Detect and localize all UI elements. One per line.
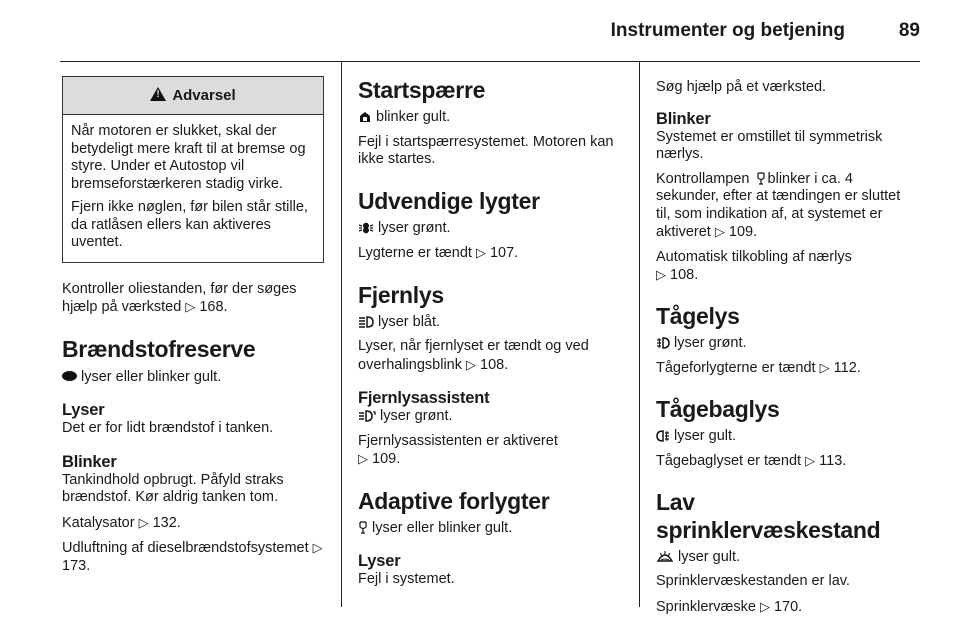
- high-beam-icon: [358, 316, 374, 328]
- page-header: [0, 0, 960, 62]
- text: Udluftning af dieselbrændstofsystemet: [62, 540, 309, 556]
- page-reference: 170.: [773, 598, 803, 615]
- fuel-reserve-icon: [62, 371, 77, 381]
- page-reference-arrow-icon: ▷: [714, 224, 725, 239]
- page-reference: 132.: [152, 514, 181, 531]
- paragraph: [358, 244, 623, 263]
- paragraph: [656, 359, 918, 378]
- text: Lyser, når fjernlyset er tændt og ved overhalingsblink: [358, 338, 589, 373]
- page-number: 89: [898, 20, 920, 41]
- page-reference: 109.: [728, 224, 758, 240]
- warning-text: Fjern ikke nøglen, før bilen står stille, da ratlåsen ellers kan aktiveres uventet.: [71, 199, 308, 250]
- warning-triangle-icon: [150, 87, 166, 101]
- indicator-line: [358, 109, 623, 127]
- indicator-line: [62, 369, 324, 387]
- page-reference: 168.: [199, 299, 228, 315]
- text: lyser blåt.: [378, 313, 441, 330]
- text: lyser grønt.: [378, 219, 451, 236]
- page-reference-arrow-icon: ▷: [759, 598, 770, 614]
- page-reference-arrow-icon: ▷: [185, 299, 196, 314]
- adaptive-headlight-icon: [756, 172, 766, 185]
- column-divider: [639, 62, 640, 607]
- rear-fog-icon: [656, 430, 670, 442]
- paragraph: [62, 281, 324, 317]
- text: lyser grønt.: [674, 334, 747, 351]
- indicator-line: [358, 220, 623, 238]
- warning-box: [62, 76, 324, 263]
- sub-heading: Blinker: [62, 452, 117, 471]
- page-reference-arrow-icon: ▷: [358, 451, 368, 466]
- indicator-line: [358, 314, 623, 332]
- adaptive-headlight-icon: [358, 521, 368, 534]
- paragraph: [656, 452, 918, 471]
- page-reference-arrow-icon: ▷: [656, 267, 666, 282]
- exterior-light-icon: [358, 222, 374, 234]
- section-heading: Brændstofreserve: [62, 335, 256, 362]
- warning-title: Advarsel: [172, 87, 236, 104]
- section-heading: Startspærre: [358, 77, 486, 103]
- text: lyser gult.: [678, 548, 741, 565]
- warning-text: Når motoren er slukket, skal der betydeligt mere kraft til at bremse og styre. Under et Autostop vil bremseforstærkeren stadig virke.: [71, 123, 306, 192]
- paragraph: [358, 338, 623, 374]
- paragraph: Automatisk tilkobling af nærlys: [656, 248, 852, 265]
- paragraph: [656, 598, 918, 617]
- page-reference: 173.: [62, 557, 91, 574]
- text: lyser eller blinker gult.: [81, 368, 222, 385]
- text: Tågeforlygterne er tændt: [656, 360, 816, 376]
- paragraph: [656, 171, 918, 242]
- paragraph: Tankindhold opbrugt. Påfyld straks brændstof. Kør aldrig tanken tom.: [62, 471, 284, 505]
- sub-heading: Blinker: [656, 109, 711, 128]
- washer-fluid-icon: [656, 550, 674, 563]
- section-heading: Fjernlys: [358, 281, 444, 308]
- page-reference-arrow-icon: ▷: [466, 356, 477, 372]
- text: blinker i ca. 4 sekunder, efter at tændingen er sluttet til, som indikation af, at systemet er aktiveret: [656, 170, 901, 240]
- page-reference: 108.: [480, 356, 509, 373]
- paragraph: [358, 450, 623, 469]
- column-3: [656, 62, 918, 616]
- sub-heading: Lyser: [62, 401, 105, 419]
- text: lyser eller blinker gult.: [372, 519, 513, 536]
- immobilizer-icon: [358, 110, 372, 123]
- page-reference: 107.: [489, 245, 519, 261]
- sub-heading: Fjernlysassistent: [358, 389, 490, 407]
- sub-heading: Lyser: [358, 552, 401, 570]
- page-reference: 108.: [670, 267, 699, 283]
- page-title: Instrumenter og betjening: [610, 20, 845, 41]
- text: lyser gult.: [674, 427, 737, 444]
- column-divider: [341, 62, 342, 607]
- high-beam-assist-icon: [358, 410, 376, 422]
- paragraph: Søg hjælp på et værksted.: [656, 79, 827, 95]
- indicator-line: [656, 428, 918, 446]
- paragraph: [62, 539, 324, 575]
- paragraph: [62, 514, 324, 533]
- indicator-line: [656, 335, 918, 353]
- text: Lygterne er tændt: [358, 245, 472, 261]
- paragraph: [656, 266, 918, 285]
- page-reference: 113.: [819, 453, 847, 469]
- text: Kontroller oliestanden, før der søges hjælp på værksted: [62, 280, 297, 315]
- fog-light-icon: [656, 337, 670, 349]
- text: Katalysator: [62, 514, 135, 531]
- page-reference: 112.: [833, 360, 861, 376]
- text: Kontrollampen: [656, 170, 750, 187]
- warning-header: [63, 77, 323, 115]
- indicator-line: [358, 520, 623, 538]
- text: lyser grønt.: [380, 408, 453, 424]
- page-reference-arrow-icon: ▷: [805, 453, 816, 468]
- paragraph: Fejl i systemet.: [358, 571, 455, 587]
- warning-body: [63, 115, 323, 262]
- paragraph: Sprinklervæskestanden er lav.: [656, 573, 850, 589]
- section-heading: Tågelys: [656, 302, 740, 329]
- text: Tågebaglyset er tændt: [656, 453, 802, 469]
- page-reference-arrow-icon: ▷: [138, 514, 149, 530]
- page-reference-arrow-icon: ▷: [312, 540, 323, 555]
- section-heading: Adaptive forlygter: [358, 487, 550, 514]
- paragraph: Fjernlysassistenten er aktiveret: [358, 432, 558, 449]
- column-1: [62, 62, 324, 575]
- text: blinker gult.: [376, 109, 451, 125]
- section-heading: Lav sprinklervæskestand: [656, 488, 881, 543]
- page-reference-arrow-icon: ▷: [475, 245, 486, 260]
- indicator-line: [656, 549, 918, 567]
- column-2: [358, 62, 623, 589]
- section-heading: Tågebaglys: [656, 395, 780, 422]
- text: Sprinklervæske: [656, 598, 756, 615]
- paragraph: Systemet er omstillet til symmetrisk nærlys.: [656, 128, 883, 162]
- paragraph: Fejl i startspærresystemet. Motoren kan ikke startes.: [358, 133, 614, 167]
- page-reference-arrow-icon: ▷: [819, 360, 830, 375]
- page-reference: 109.: [372, 451, 401, 467]
- section-heading: Udvendige lygter: [358, 187, 540, 214]
- paragraph: Det er for lidt brændstof i tanken.: [62, 420, 274, 436]
- indicator-line: [358, 408, 623, 426]
